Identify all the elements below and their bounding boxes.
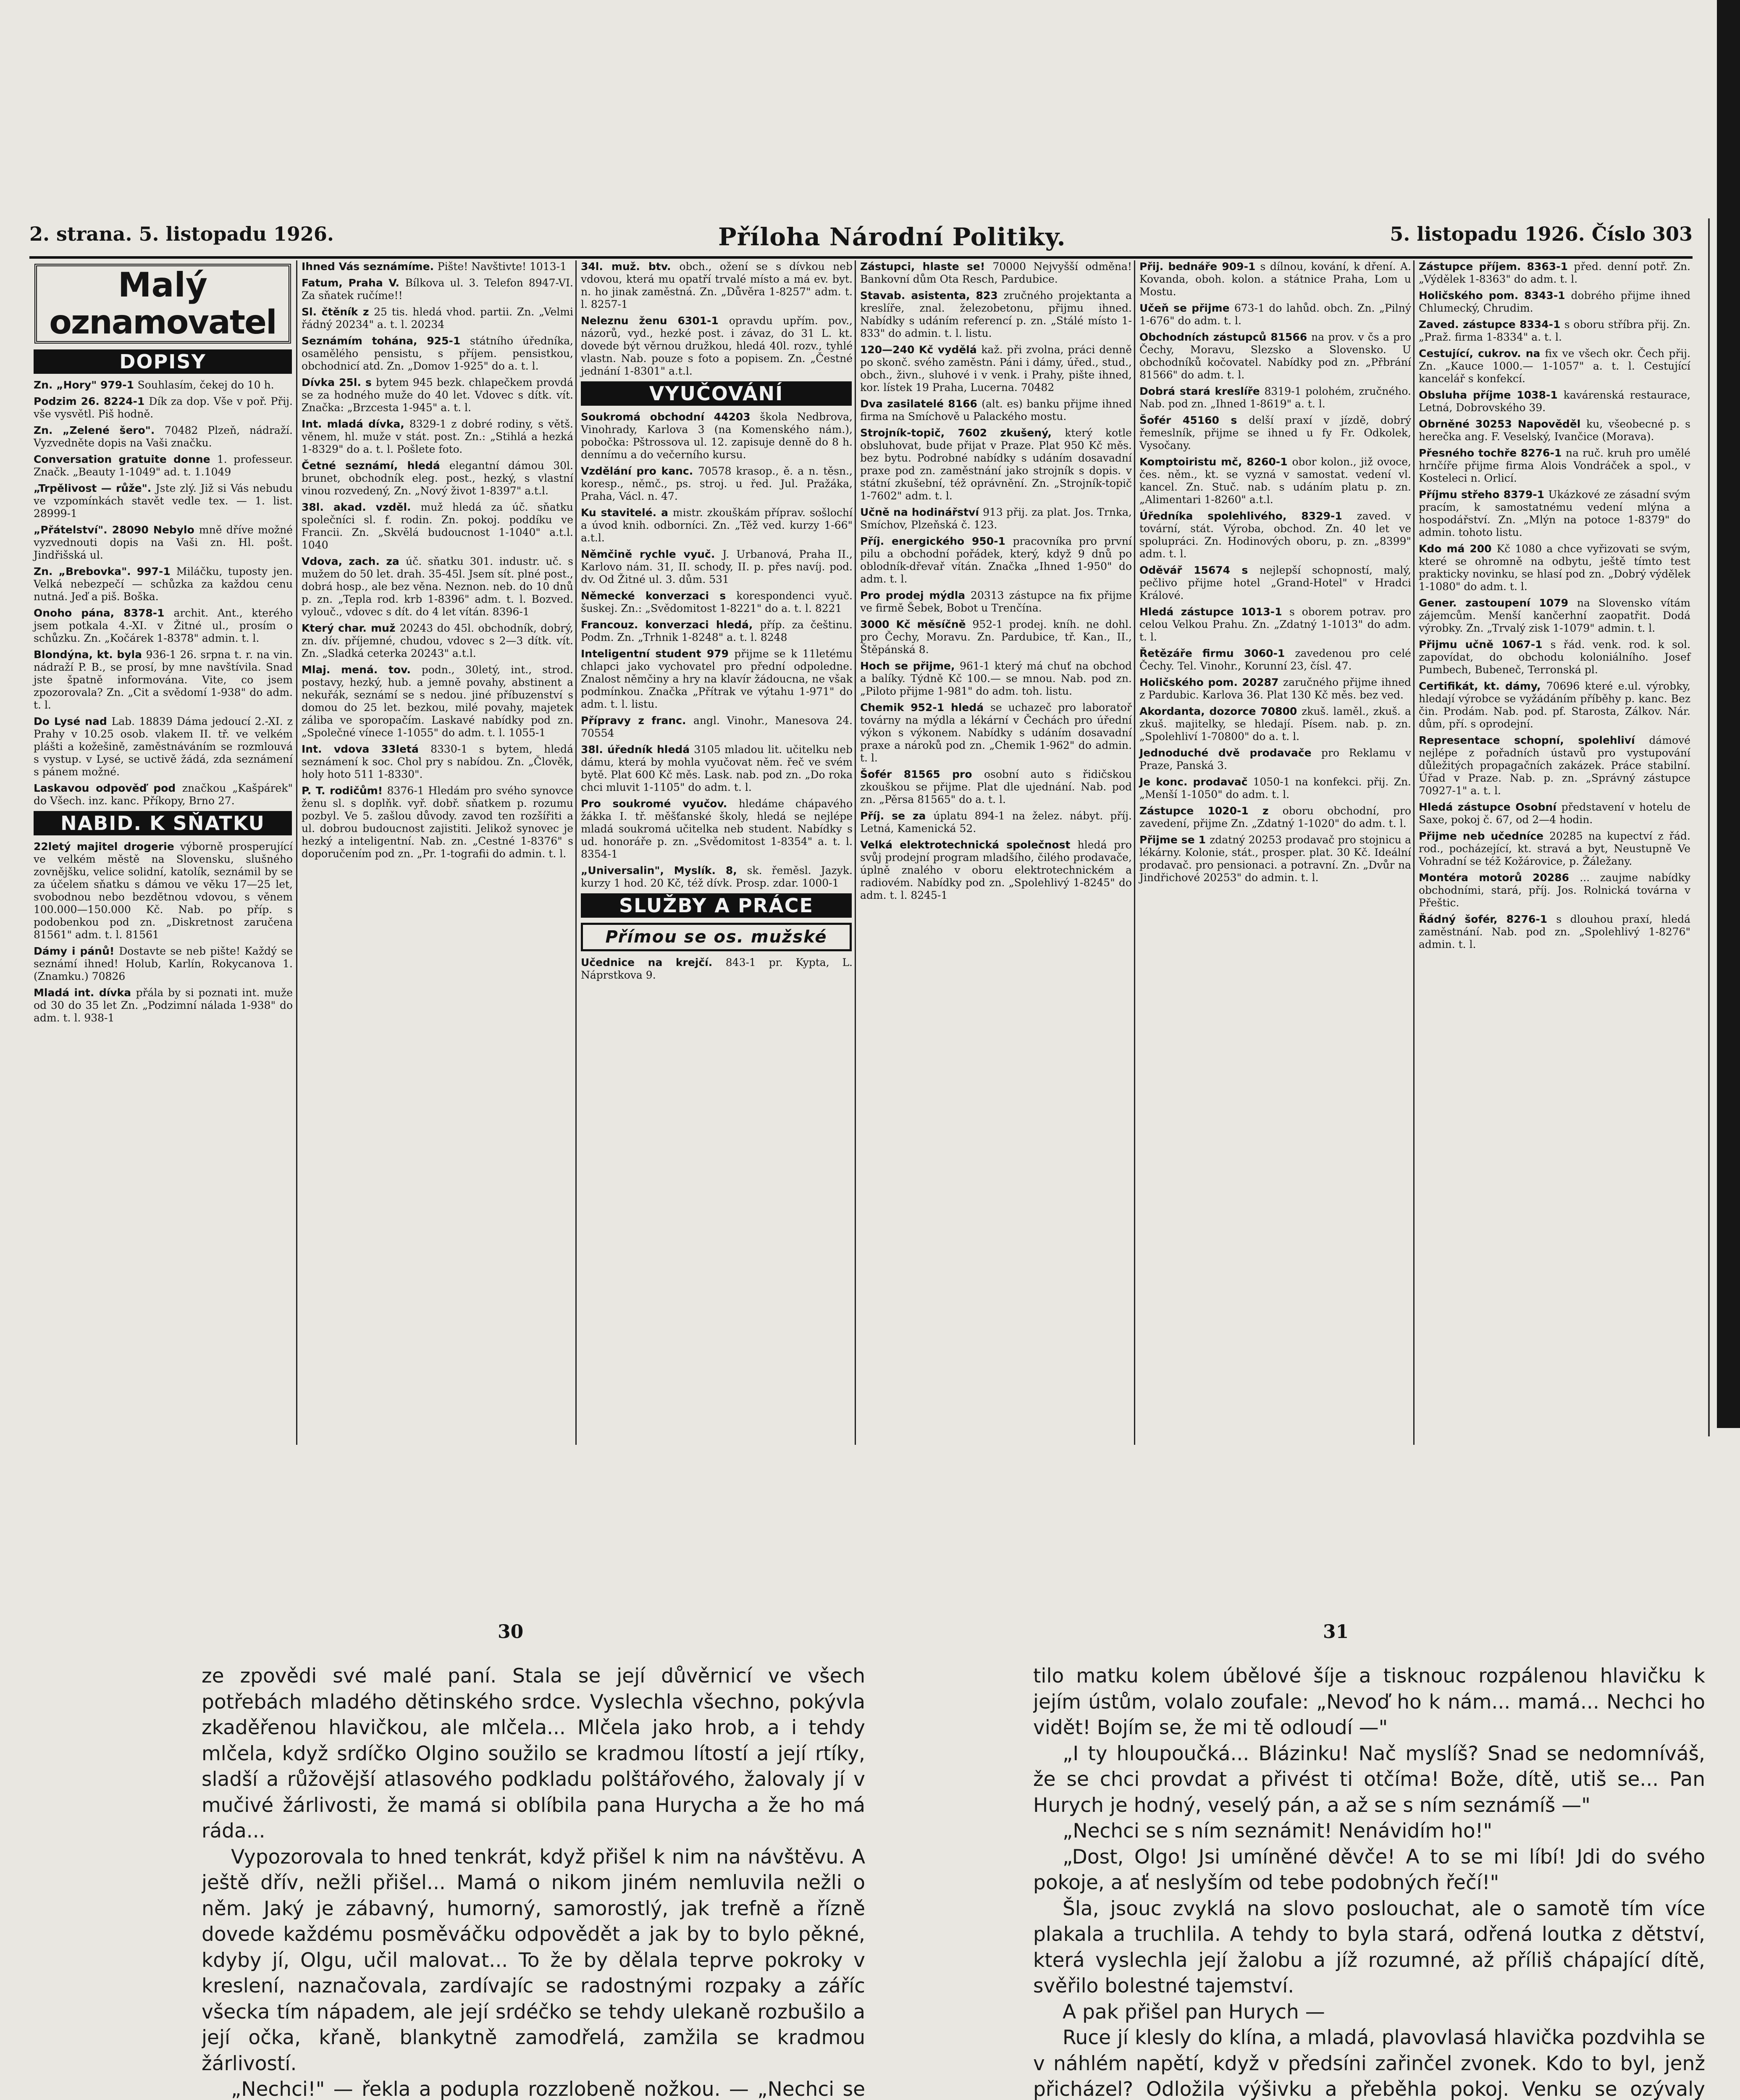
classified-ad: Příj. se za úplatu 894-1 na želez. nábyt. příj. Letná, Kamenická 52. bbox=[860, 810, 1132, 835]
classified-ad: Velká elektrotechnická společnost hledá pro svůj prodejní program mladšího, čilého prodavače, úplně znalého v oboru elektrotechnickém a radiovém. Nabídky pod zn. „Spolehlivý 1-8245" do adm. t. l. 8245-1 bbox=[860, 839, 1132, 901]
page-number-left: 30 bbox=[498, 1621, 524, 1643]
classified-ad: Holičského pom. 8343-1 dobrého přijme ihned Chlumecký, Chrudim. bbox=[1419, 289, 1690, 314]
classified-ad: Oděvář 15674 s nejlepší schopností, malý, pečlivo přijme hotel „Grand-Hotel" v Hradci Králové. bbox=[1139, 564, 1411, 601]
classified-ad: Blondýna, kt. byla 936-1 26. srpna t. r. na vin. nádraží P. B., se prosí, by mne navštívila. Snad jste špatně informována. Vite, co jsem zpozorovala? Zn. „Cit a svědomí 1-938" do adm. t. l. bbox=[34, 648, 293, 711]
classified-ad: Int. vdova 33letá 8330-1 s bytem, hledá seznámení k soc. Chol pry s nabídou. Zn. „Člověk, holy hoto 511 1-8330". bbox=[302, 743, 573, 780]
classified-ad: Přípravy z franc. angl. Vinohr., Manesova 24. 70554 bbox=[581, 714, 853, 739]
story-paragraph: tilo matku kolem úbělové šíje a tisknouc rozpálenou hlavičku k jejím ústům, volalo zoufale: „Nevoď ho k nám... mamá... Nechci ho vidět! Bojím se, že mi tě odloudí —" bbox=[1033, 1664, 1705, 1739]
classified-ad: Učně na hodinářství 913 přij. za plat. Jos. Trnka, Smíchov, Plzeňská č. 123. bbox=[860, 506, 1132, 531]
story-column-right bbox=[1033, 1663, 1705, 2100]
classified-ad: Zn. „Hory" 979-1 Souhlasím, čekej do 10 h. bbox=[34, 379, 274, 391]
classified-ad: Kdo má 200 Kč 1080 a chce vyřizovati se svým, které se ohromně na odbytu, ještě tímto test prakticky novinku, se hlasí pod zn. „Dobrý výdělek 1-1080" do adm. t. l. bbox=[1419, 543, 1690, 593]
section-heading-vyucovani: VYUČOVÁNÍ bbox=[581, 381, 852, 406]
newspaper-header bbox=[29, 223, 1693, 259]
header-title: Příloha Národní Politiky. bbox=[718, 223, 1066, 251]
section-heading-sluzby: SLUŽBY A PRÁCE bbox=[581, 893, 852, 918]
classified-ad: P. T. rodičům! 8376-1 Hledám pro svého synovce ženu sl. s doplňk. vyř. dobř. sňatkem p. rozumu pozbyl. Ve 5. zašlou důvody. zavod ten rozšířiti a ul. dobrou budoucnost zajistiti. Jelikož synovec je hezký a inteligentní. Nab. zn. „Cestné 1-8376" s doporučením pod zn. „Pr. 1-tografii do admin. t. l. bbox=[302, 785, 573, 860]
classified-ad: 3000 Kč měsíčně 952-1 prodej. kníh. ne dohl. pro Čechy, Moravu. Zn. Pardubice, tř. Kan., II., Štěpánská 8. bbox=[860, 618, 1132, 656]
classified-ad: „Přátelství". 28090 Nebylo mně dříve možné vyzvednouti dopis na Vaši zn. Hl. pošt. Jindřišská ul. bbox=[34, 524, 293, 561]
classified-ad: Řádný šofér, 8276-1 s dlouhou praxí, hledá zaměstnání. Nab. pod zn. „Spolehlivý 1-8276" admin. t. l. bbox=[1419, 913, 1690, 950]
classified-ad: Učeň se přijme 673-1 do lahůd. obch. Zn. „Pilný 1-676" do adm. t. l. bbox=[1139, 302, 1411, 327]
classified-ad: Přijme se 1 zdatný 20253 prodavač pro stojnicu a lékárny. Kolonie, stát., prosper. plat. 30 Kč. Ideální prodavač. pro pensionaci. a potravní. Zn. „Dvůr na Jindřichové 20253" do admin. t. l. bbox=[1139, 834, 1411, 884]
classified-ad: Montéra motorů 20286 ... zaujme nabídky obchodními, stará, příj. Jos. Rolnická továrna v Přeštic. bbox=[1419, 872, 1690, 909]
column-5 bbox=[1134, 260, 1415, 1445]
classified-ad: Šofér 45160 s delší praxí v jízdě, dobrý řemeslník, přijme se ihned u fy Fr. Odkolek, Vysočany. bbox=[1139, 414, 1412, 452]
page-binding-edge bbox=[1717, 0, 1740, 1428]
classified-ad: Jednoduché dvě prodavače pro Reklamu v Praze, Panská 3. bbox=[1139, 747, 1411, 772]
classified-ad: Pro prodej mýdla 20313 zástupce na fix přijme ve firmě Šebek, Bobot u Trenčína. bbox=[860, 589, 1132, 614]
classified-ad: Přijme neb učedníce 20285 na kupectví z řád. rod., pocházející, kt. stravá a byt, Neustupně Ve Vohradní se též Kožárovice, p. Žáležany. bbox=[1419, 830, 1691, 867]
column-2 bbox=[296, 260, 577, 1445]
classified-ad: Hoch se přijme, 961-1 který má chuť na obchod a balíky. Týdně Kč 100.— se mnou. Nab. pod zn. „Piloto přijme 1-981" do adm. toh. listu. bbox=[860, 660, 1132, 697]
classified-ad: Zástupce příjem. 8363-1 před. denní potř. Zn. „Výdělek 1-8363" do adm. t. l. bbox=[1419, 260, 1690, 285]
classified-ad: Certifikát, kt. dámy, 70696 které e.ul. výrobky, hledají výrobce se vyžádáním příběhy p. kanc. Bez čin. Prodám. Nab. pod. pf. Starosta, Zálkov. Nár. dům, pří. s oprodejní. bbox=[1419, 680, 1690, 730]
classified-ad: 22letý majitel drogerie výborně prosperující ve velkém městě na Slovensku, slušného zovnějšku, velice solidní, katolík, seznámil by se za účelem sňatku s dámou ve věku 17—25 let, svobodnou nebo bezdětnou vdovou, s věnem 100.000—150.000 Kč. Nab. po příp. s podobenkou pod zn. „Diskretnost zaručena 81561" adm. t. l. 81561 bbox=[34, 840, 293, 941]
classified-ad: Je konc. prodavač 1050-1 na konfekci. přij. Zn. „Menší 1-1050" do adm. t. l. bbox=[1139, 776, 1412, 801]
classified-ad: „Trpělivost — růže". Jste zlý. Již si Vás nebudu ve vzpomínkách stavět vedle tex. — 1. list. 28999-1 bbox=[34, 482, 293, 520]
story-paragraph: „Nechci se s ním seznámit! Nenávidím ho!" bbox=[1063, 1819, 1493, 1843]
classified-ad: Komptoiristu mč, 8260-1 obor kolon., již ovoce, čes. něm., kt. se vyzná v samostat. vedení vl. kancel. Zn. Stuč. nab. s udáním platu p. zn. „Alimentari 1-8260" a.t.l. bbox=[1139, 456, 1412, 506]
classified-ad: Německé konverzaci s korespondenci vyuč. šuskej. Zn.: „Svědomitost 1-8221" do a. t. l. 8221 bbox=[581, 590, 853, 614]
classified-ad: Mladá int. dívka přála by si poznati int. muže od 30 do 35 let Zn. „Podzimní nálada 1-938" do adm. t. l. 938-1 bbox=[34, 987, 293, 1024]
classified-ad: Příjmu střeho 8379-1 Ukázkové ze zásadní svým pracím, k samostatnému vedení mlýna a hospodářství. Zn. „Mlýn na potoce 1-8379" do admin. tohoto listu. bbox=[1419, 488, 1690, 538]
classified-ad: Dámy i pánů! Dostavte se neb pište! Každý se seznámí ihned! Holub, Karlín, Rokycanova 1. (Znamku.) 70826 bbox=[34, 945, 293, 982]
classified-ad: Stavab. asistenta, 823 zručného projektanta a kreslíře, znal. železobetonu, přijmu ihned. Nabídky s udáním referencí p. zn. „Stálé místo 1-833" do admin. t. l. listu. bbox=[860, 289, 1132, 339]
classified-ad: Ku stavitelé. a mistr. zkouškám příprav. sošlochí a úvod knih. odborníci. Zn. „Těž ved. kurzy 1-66" a.t.l. bbox=[581, 507, 853, 544]
classified-ad: Neleznu ženu 6301-1 opravdu upřím. pov., názorů, vyd., hezké post. i závaz, do 31 L. kt. dovede být věrnou družkou, hledá 40l. rozv., tyhlé vlastn. Nab. pouze s foto a popisem. Zn. „Čestné jednání 1-8301" a.t.l. bbox=[581, 315, 853, 377]
page-number-right: 31 bbox=[1323, 1621, 1349, 1643]
classified-ad: Hledá zástupce 1013-1 s oborem potrav. pro celou Velkou Prahu. Zn. „Zdatný 1-1013" do adm. t. l. bbox=[1139, 606, 1411, 643]
story-paragraph: Vypozorovala to hned tenkrát, když přišel k nim na návštěvu. A ještě dřív, nežli přišel... Mamá o nikom jiném nemluvila nežli o něm. Jaký je zábavný, humorný, samorostlý, jak trefně a řízně dovede každému posměváčku odpovědět a jak by to bylo pěkné, kdyby jí, Olgu, učil malovat... To že by dělala teprve pokroky v kreslení, naznačovala, zardívajíc se radostnými rozpaky a záříc všecka tím nápadem, ale její srdéčko se tehdy ulekaně rozbušilo a její očka, křaně, blankytně zamodřelá, zamžila se kradmou žárlivostí. bbox=[202, 1845, 865, 2075]
classified-ad: Úředníka spolehlivého, 8329-1 zaved. v tovární, stát. Výroba, obchod. Zn. 40 let ve spolupráci. Zn. Hodinových oboru, p. zn. „8399" adm. t. l. bbox=[1139, 510, 1411, 560]
header-date-left: 2. strana. 5. listopadu 1926. bbox=[29, 223, 334, 245]
story-paragraph: A pak přišel pan Hurych — bbox=[1063, 2000, 1325, 2024]
classified-ad: Pro soukromé vyučov. hledáme chápavého žákka I. tř. měšťanské školy, hledá se nejlépe mladá soukromá učitelka neb student. Nabídky s ud. honoráře p. zn. „Svědomitost 1-8354" a. t. l. 8354-1 bbox=[581, 798, 853, 860]
classified-ad: Ihned Vás seznámíme. Pište! Navštivte! 1013-1 bbox=[302, 260, 567, 273]
classified-ad: Šofér 81565 pro osobní auto s řidičskou zkouškou se přijme. Plat dle ujednání. Nab. pod zn. „Pěrsa 81565" do a. t. l. bbox=[860, 768, 1132, 806]
header-date-right: 5. listopadu 1926. Číslo 303 bbox=[1390, 223, 1693, 245]
column-6 bbox=[1413, 260, 1694, 1445]
classified-ad: Hledá zástupce Osobní představení v hotelu de Saxe, pokoj č. 67, od 2—4 hodin. bbox=[1419, 801, 1690, 826]
classified-ad: Representace schopní, spolehliví dámové nejlépe z pořadních ústavů pro vystupování důležitých propagačních zakázek. Práce stabilní. Úřad v Praze. Nab. p. zn. „Správný zástupce 70927-1" a. t. l. bbox=[1419, 734, 1690, 797]
ads-sluzby-cont3 bbox=[1415, 260, 1694, 951]
classified-ad: Zástupce 1020-1 z oboru obchodní, pro zavedení, přijme Zn. „Zdatný 1-1020" do adm. t. l. bbox=[1139, 805, 1412, 830]
classified-ad: Chemik 952-1 hledá se uchazeč pro laboratoř továrny na mýdla a lékární v Čechách pro úřední výkon s výkonem. Nabídky s udáním dosavadní praxe a nároků pod zn. „Chemik 1-962" do admin. t. l. bbox=[860, 701, 1132, 764]
classified-ad: 38l. úředník hledá 3105 mladou lit. učitelku neb dámu, která by mohla vyučovat něm. řeč ve svém bytě. Plat 600 Kč měs. Lask. nab. pod zn. „Do roka chci mluvit 1-1105" do adm. t. l. bbox=[581, 743, 853, 793]
classified-ad: Zn. „Brebovka". 997-1 Miláčku, tuposty jen. Velká nebezpečí — schůzka za každou cenu nutná. Jeď a piš. Boška. bbox=[34, 565, 293, 603]
column-4 bbox=[855, 260, 1135, 1445]
classified-ad: Fatum, Praha V. Bílkova ul. 3. Telefon 8947-VI. Za sňatek ručíme!! bbox=[302, 277, 573, 302]
classified-ad: Který char. muž 20243 do 45l. obchodník, dobrý, zn. dív. příjemné, chudou, vdovec s 2—3 dítk. vít. Zn. „Sladká ceterka 20243" a.t.l. bbox=[302, 622, 573, 659]
story-paragraph: „Dost, Olgo! Jsi umíněné děvče! A to se mi líbí! Jdi do svého pokoje, a ať neslyším od tebe podobných řečí!" bbox=[1033, 1845, 1705, 1894]
binding-rule bbox=[1708, 218, 1715, 1436]
story-paragraph: ze zpovědi své malé paní. Stala se její důvěrnicí ve všech potřebách mladého dětinského srdce. Vyslechla všechno, pokývla zkaděřenou hlavičkou, ale mlčela... Mlčela jako hrob, a i tehdy mlčela, když srdíčko Olgino soužilo se kradmou lítostí a její rtíky, sladší a růžovější atlasového podkladu polštářového, žalovaly jí v mučivé žárlivosti, že mamá si oblíbila pana Hurycha a že ho má ráda... bbox=[202, 1664, 865, 1843]
classified-ad: Francouz. konverzaci hledá, příp. za češtinu. Podm. Zn. „Trhnik 1-8248" a. t. l. 8248 bbox=[581, 619, 853, 643]
classified-ad: Dva zasilatelé 8166 (alt. es) banku přijme ihned firma na Smíchově u Palackého mostu. bbox=[860, 398, 1132, 423]
ads-snatku-end bbox=[577, 260, 856, 378]
classified-ad: Obsluha příjme 1038-1 kavárenská restaurace, Letná, Dobrovského 39. bbox=[1419, 389, 1690, 414]
story-paragraph: Šla, jsouc zvyklá na slovo poslouchat, ale o samotě tím více plakala a truchlila. A tehdy to byla stará, odřená loutka z dětství, která vyslechla její žalobu a jíž rozumné, až příliš chápající dítě, svěřilo bolestné tajemství. bbox=[1033, 1897, 1705, 1998]
ads-sluzby-cont2 bbox=[1135, 260, 1415, 884]
ads-snatku bbox=[29, 840, 296, 1024]
classified-ad: Cestující, cukrov. na fix ve všech okr. Čech přij. Zn. „Kauce 1000.— 1-1057" a. t. l. Cestující kancelář s konfekcí. bbox=[1419, 347, 1690, 385]
classified-ad: Obrněné 30253 Napověděl ku, všeobecné p. s herečka ang. F. Veselský, Ivančice (Morava). bbox=[1419, 418, 1691, 443]
ads-vyucovani bbox=[577, 411, 856, 890]
classified-ad: Akordanta, dozorce 70800 zkuš. laměl., zkuš. a zkuš. majitelky, se hledají. Písem. nab. p. zn. „Spolehliví 1-70800" do a. t. l. bbox=[1139, 705, 1411, 743]
classified-ad: Dívka 25l. s bytem 945 bezk. chlapečkem provdá se za hodného muže do 40 let. Vdovec s dítk. vít. Značka: „Brzcesta 1-945" a. t. l. bbox=[302, 376, 573, 414]
classified-ad: Dobrá stará kreslíře 8319-1 polohém, zručného. Nab. pod zn. „Ihned 1-8619" a. t. l. bbox=[1139, 385, 1411, 410]
ads-sluzby bbox=[577, 956, 856, 982]
column-1 bbox=[29, 260, 296, 1445]
classified-ad: Příj. energického 950-1 pracovníka pro první pilu a obchodní pořádek, který, když 9 dnů po oblodník-dřevař vítán. Značka „Ihned 1-950" do adm. t. l. bbox=[860, 535, 1132, 585]
section-logo-maly-oznamovatel: Malý oznamovatel bbox=[34, 264, 291, 344]
classified-ad: 38l. akad. vzděl. muž hledá za úč. sňatku společníci sl. f. rodin. Zn. pokoj. poddíku ve Francii. Zn. „Skvělá budoucnost 1-1040" a.t.l. 1040 bbox=[302, 501, 573, 551]
classified-ad: Do Lysé nad Lab. 18839 Dáma jedoucí 2.-XI. z Prahy v 10.25 osob. vlakem II. tř. ve velkém plášti a kožešině, zaměstnáváním se rozmlouvá s vystup. v Lysé, se uctivě žádá, zda seznámení s pánem možné. bbox=[34, 715, 293, 778]
classified-ad: Inteligentní student 979 přijme se k 11letému chlapci jako vychovatel pro přední odpoledne. Znalost němčiny a hry na klavír žádoucna, ne však podmínkou. Značka „Přítrak ve výtahu 1-971" do adm. t. l. listu. bbox=[581, 648, 853, 710]
classified-ad: Přij. bednáře 909-1 s dílnou, kování, k dření. A. Kovanda, oboh. kolon. a státnice Praha, Lom u Mostu. bbox=[1139, 260, 1411, 298]
classified-ad: Četné seznámí, hledá elegantní dámou 30l. brunet, obchodník eleg. post., hezký, s vlastní vinou rozvedený, Zn. „Nový život 1-8397" a.t.l. bbox=[302, 459, 573, 497]
classified-ad: Mlaj. mená. tov. podn., 30letý, int., strod. postavy, hezký, hub. a jemně povahy, abstinent a nekuřák, seznámí se s nedou. jiné příbuzenství s domou do 25 let. bezkou, milé povahy, majetek záliba ve sporopačím. Laskavé nabídky pod zn. „Společné vínece 1-1055" do adm. t. l. 1055-1 bbox=[302, 664, 574, 739]
classified-ad: Int. mladá dívka, 8329-1 z dobré rodiny, s větš. věnem, hl. muže v stát. post. Zn.: „Stihlá a hezká 1-8329" do a. t. l. Pošlete foto. bbox=[302, 418, 573, 455]
ads-snatku-cont bbox=[297, 260, 577, 860]
story-paragraph: Ruce jí klesly do klína, a mladá, plavovlasá hlavička pozdvihla se v náhlém napětí, když v předsíni zařinčel zvonek. Kdo to byl, jenž přicházel? Odložila výšivku a přeběhla pokoj. Venku se ozývaly bbox=[1033, 2026, 1705, 2100]
classified-ad: 34l. muž. btv. obch., ožení se s dívkou neb vdovou, která mu opatří trvalé místo a má ev. byt. n. ho jinak zaměstná. Zn. „Důvěra 1-8257" adm. t. l. 8257-1 bbox=[581, 260, 853, 310]
ads-sluzby-cont bbox=[856, 260, 1135, 902]
section-heading-snatku: NABID. K SŇATKU bbox=[34, 811, 292, 835]
classified-columns bbox=[29, 260, 1693, 1449]
classified-ad: Přijmu učně 1067-1 s řád. venk. rod. k sol. zapovídat, do obchodu koloniálního. Josef Pumbech, Bubeneč, Terronská pl. bbox=[1419, 638, 1690, 676]
classified-ad: Holičského pom. 20287 zaručného přijme ihned z Pardubic. Karlova 36. Plat 130 Kč měs. bez ved. bbox=[1139, 676, 1411, 701]
classified-ad: Vdova, zach. za úč. sňatku 301. industr. uč. s mužem do 50 let. drah. 35-45l. Jsem sít. plné post., dobrá hosp., ale bez věna. Neznon. neb. do 10 dnů p. zn. „Tepla rod. krb 1-8396" adm. t. l. Bozved. vylouč., vdovec s dít. do 4 let vítán. 8396-1 bbox=[302, 555, 574, 618]
classified-ad: Onoho pána, 8378-1 archit. Ant., kterého jsem potkala 4.-XI. v Žitné ul., prosím o schůzku. Zn. „Kočárek 1-8378" admin. t. l. bbox=[34, 607, 293, 644]
classified-ad: Zástupci, hlaste se! 70000 Nejvyšší odměna! Bankovní dům Ota Resch, Pardubice. bbox=[860, 260, 1132, 285]
section-heading-dopisy: DOPISY bbox=[34, 349, 292, 374]
classified-ad: Podzim 26. 8224-1 Dík za dop. Vše v poř. Přij. vše vysvětl. Piš hodně. bbox=[34, 395, 293, 420]
classified-ad: 120—240 Kč vydělá kaž. při zvolna, práci denně po skonč. svého zaměstn. Páni i dámy, úřed., stud., obch., živn., sluhové i v venk. i Prahy, pište ihned, kor. lístek 19 Praha, Lucerna. 70482 bbox=[860, 344, 1132, 394]
classified-ad: Seznámím tohána, 925-1 státního úředníka, osamělého pensistu, s příjem. pensistkou, obchodnicí atd. Zn. „Domov 1-925" do a. t. l. bbox=[302, 335, 573, 372]
classified-ad: Řetězáře firmu 3060-1 zavedenou pro celé Čechy. Tel. Vinohr., Korunní 23, čísl. 47. bbox=[1139, 647, 1411, 672]
column-3 bbox=[575, 260, 856, 1445]
classified-ad: Laskavou odpověď pod značkou „Kašpárek" do Všech. inz. kanc. Příkopy, Brno 27. bbox=[34, 782, 293, 807]
ads-dopisy bbox=[29, 379, 296, 807]
classified-ad: Vzdělání pro kanc. 70578 krasop., ě. a n. těsn., koresp., němč., ps. stroj. u řed. Jul. Pražáka, Praha, Václ. n. 47. bbox=[581, 465, 853, 502]
classified-ad: Obchodních zástupců 81566 na prov. v čs a pro Čechy, Moravu, Slezsko a Slovensko. U obchodníků kočovatel. Nabídky pod zn. „Přbrání 81566" do adm. t. l. bbox=[1139, 331, 1412, 381]
classified-ad: Přesného tochře 8276-1 na ruč. kruh pro umělé hrnčíře přijme firma Alois Vondráček a spol., v Kosteleci n. Orlicí. bbox=[1419, 447, 1690, 484]
classified-ad: Gener. zastoupení 1079 na Slovensko vítám zájemcům. Menší kančerhní zaopatřit. Dodá výrobky. Zn. „Trvalý zisk 1-1079" admin. t. l. bbox=[1419, 597, 1690, 634]
classified-ad: Conversation gratuite donne 1. professeur. Značk. „Beauty 1-1049" ad. t. 1.1049 bbox=[34, 453, 293, 478]
classified-ad: „Universalin", Myslík. 8, sk. řeměsl. Jazyk. kurzy 1 hod. 20 Kč, též dívk. Prosp. zdar. 1000-1 bbox=[581, 864, 853, 889]
classified-ad: Zn. „Zelené šero". 70482 Plzeň, nádraží. Vyzvedněte dopis na Vaši značku. bbox=[34, 424, 293, 449]
classified-ad: Učednice na krejčí. 843-1 pr. Kypta, L. Náprstkova 9. bbox=[581, 956, 853, 981]
classified-ad: Němčině rychle vyuč. J. Urbanová, Praha II., Karlovo nám. 31, II. schody, II. p. přes navíj. pod. dv. Od Žitné ul. 3. dům. 531 bbox=[581, 548, 853, 585]
story-column-left bbox=[202, 1663, 865, 2100]
classified-ad: Soukromá obchodní 44203 škola Nedbrova, Vinohrady, Karlova 3 (na Komenského nám.), pobočka: Pštrossova ul. 12. zapisuje denně do 8 h. dennímu a do večerního kursu. bbox=[581, 411, 853, 461]
section-subheading-primou: Přímou se os. mužské bbox=[581, 923, 852, 951]
story-paragraph: „I ty hloupoučká... Blázinku! Nač myslíš? Snad se nedomníváš, že se chci provdat a přivést ti otčíma! Bože, dítě, utiš se... Pan Hurych je hodný, veselý pán, a až se s ním seznámíš —" bbox=[1033, 1742, 1705, 1817]
story-paragraph: „Nechci!" — řekla a podupla rozzlobeně nožkou. — „Nechci se bbox=[231, 2078, 865, 2100]
classified-ad: Strojník-topič, 7602 zkušený, který kotle obsluhovat, bude přijat v Praze. Plat 950 Kč měs. bez bytu. Podrobné nabídky s udáním dosavadní praxe pod zn. zaměstnání jako strojník s dopis. v státní zkušební, též oprávnění. Zn. „Strojník-topič 1-7602" adm. t. l. bbox=[860, 427, 1132, 502]
classified-ad: Zaved. zástupce 8334-1 s oboru stříbra přij. Zn. „Praž. firma 1-8334" a. t. l. bbox=[1419, 318, 1691, 343]
classified-ad: Sl. čtěník z 25 tis. hledá vhod. partii. Zn. „Velmi řádný 20234" a. t. l. 20234 bbox=[302, 306, 573, 331]
